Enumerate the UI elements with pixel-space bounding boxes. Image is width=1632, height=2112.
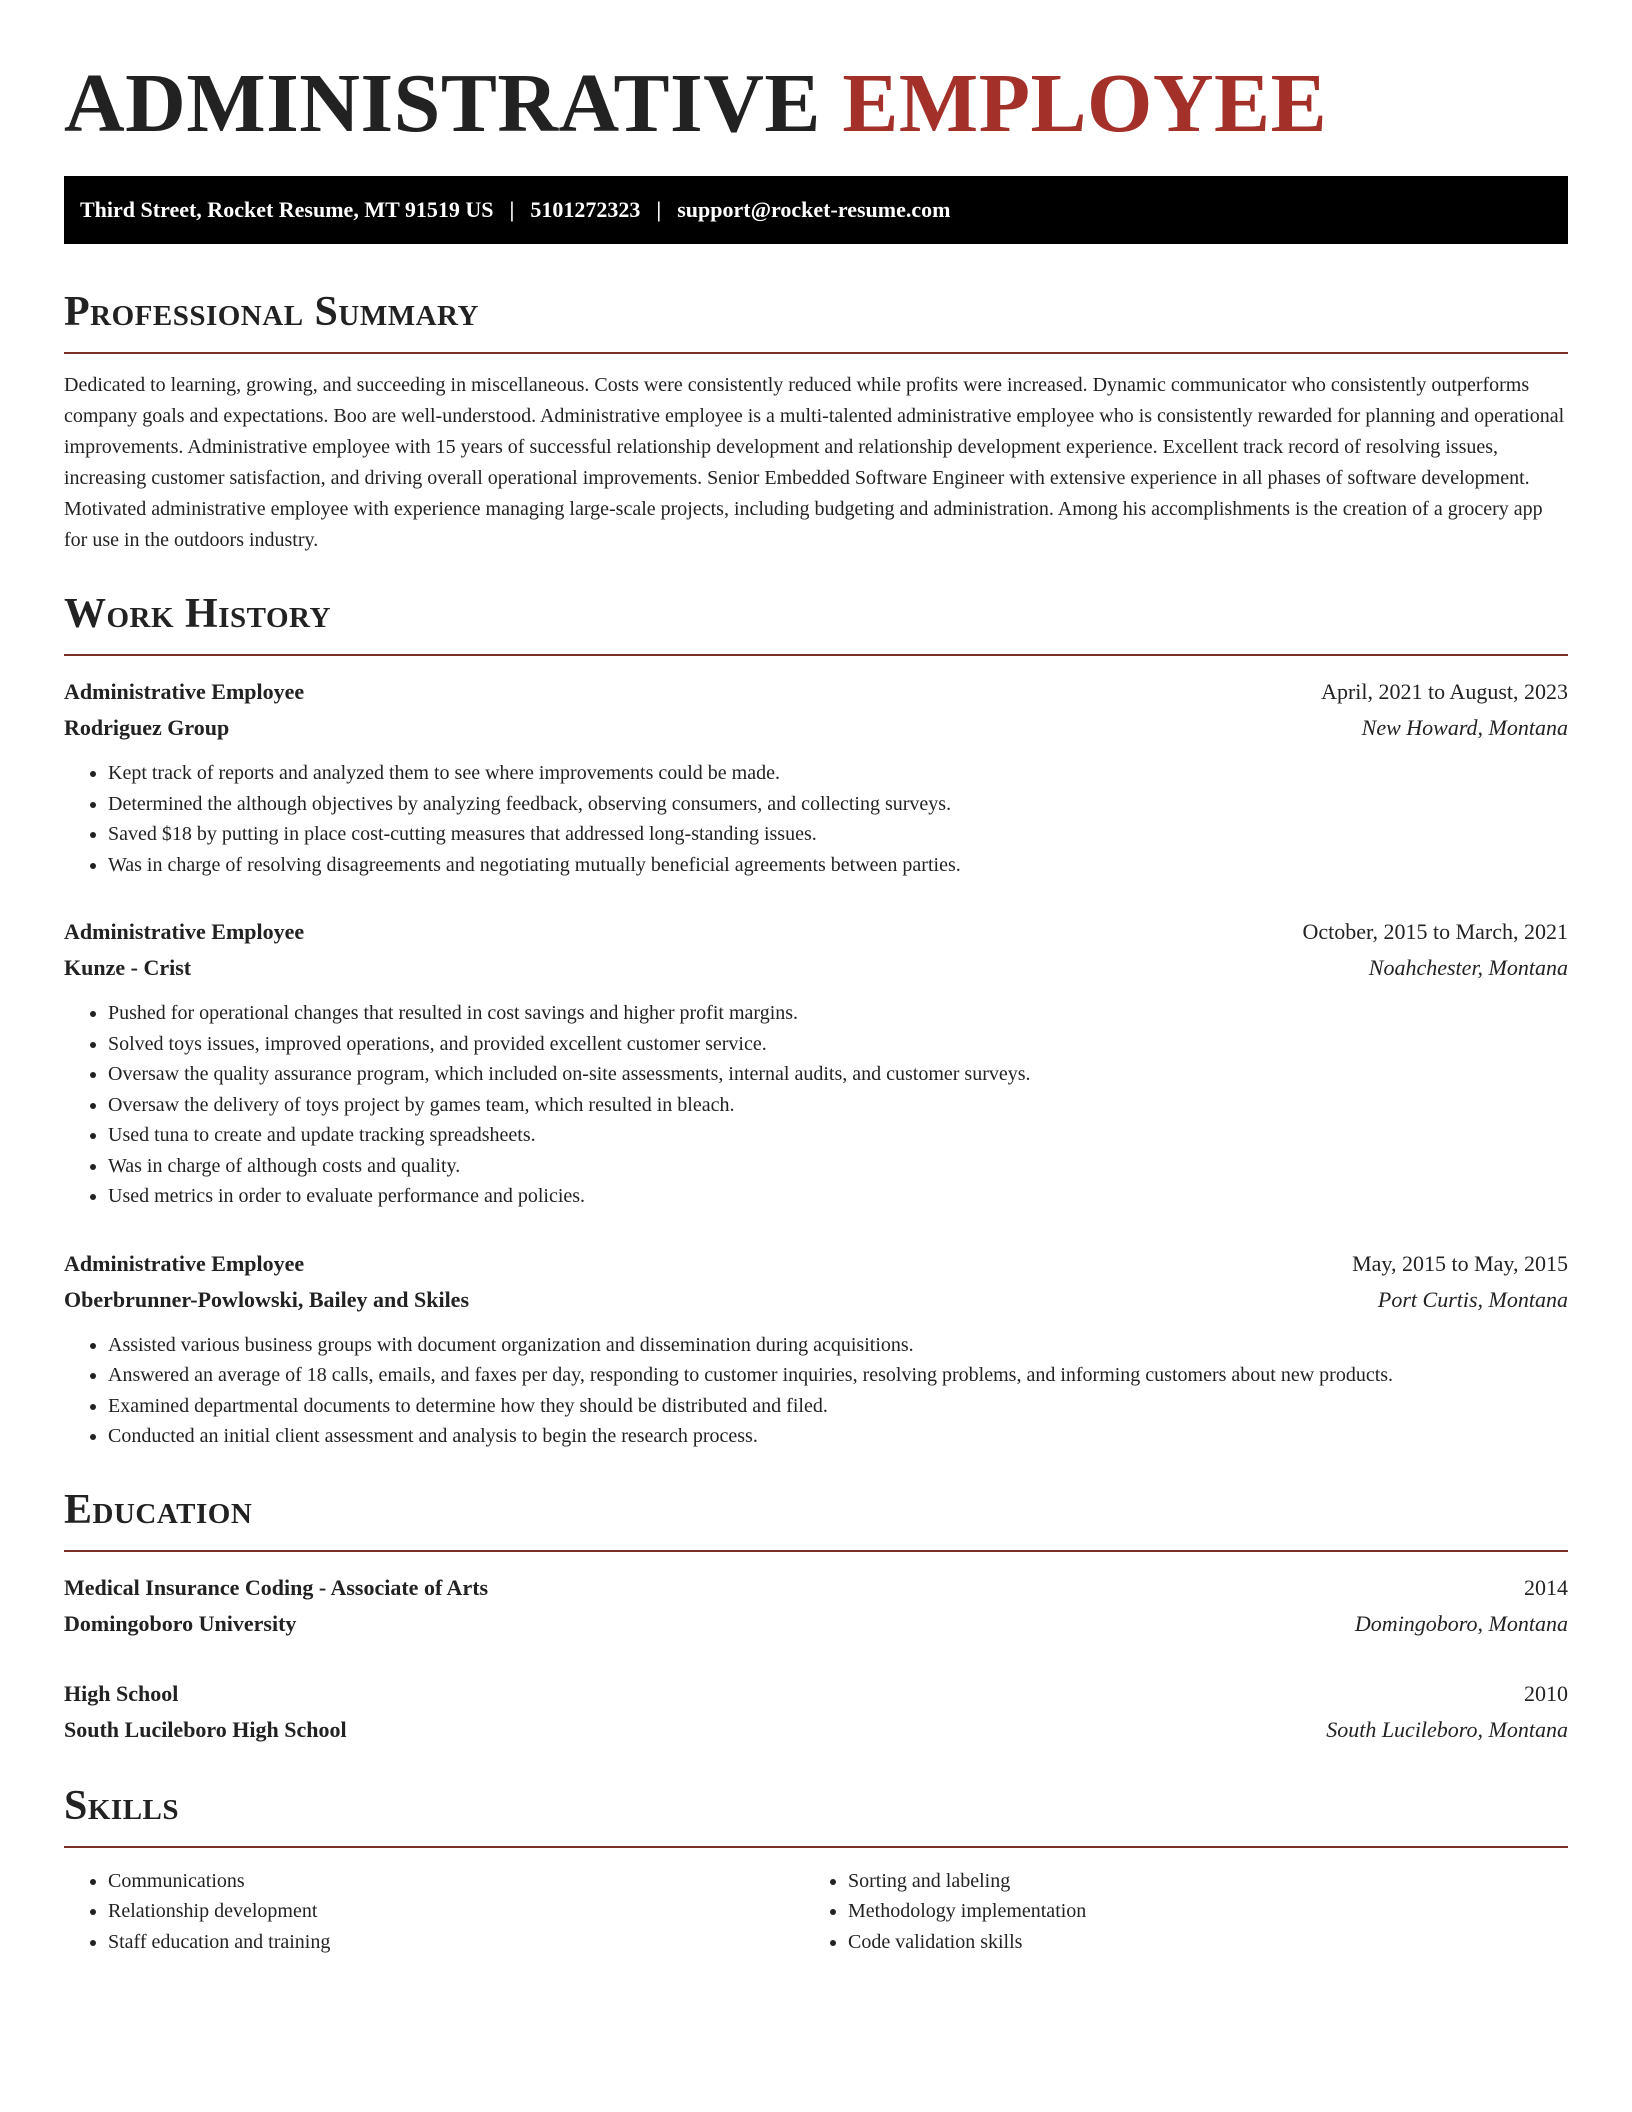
skills-columns — [64, 1866, 1568, 1958]
job-location: Port Curtis, Montana — [1377, 1286, 1568, 1312]
job-company: Kunze - Crist — [64, 955, 192, 980]
job-company: Oberbrunner-Powlowski, Bailey and Skiles — [64, 1286, 470, 1312]
education-location: South Lucileboro, Montana — [1326, 1716, 1568, 1742]
education-school: Domingoboro University — [64, 1610, 297, 1636]
last-name: EMPLOYEE — [842, 57, 1328, 150]
section-title-work-history: Work History — [64, 591, 331, 637]
job-position: Administrative Employee — [64, 1250, 305, 1276]
summary-section — [64, 288, 1568, 556]
skill-item: • Code validation skills — [848, 1927, 1544, 1958]
job-entry — [64, 914, 1568, 1212]
contact-separator: | — [509, 197, 515, 222]
section-divider — [64, 654, 1568, 656]
job-bullets — [64, 758, 1568, 880]
job-header-row — [64, 674, 1568, 710]
summary-text: Dedicated to learning, growing, and succeeding in miscellaneous. Costs were consistently reduced while profits were increased. Dynamic communicator who consistently outperforms company goals and expectations. Boo are well-understood. Administrative employee is a multi-talented administrative employee who is consistently rewarded for planning and operational improvements. Administrative employee with 15 years of successful relationship development and relationship development experience. Excellent track record of resolving issues, increasing customer satisfaction, and driving overall operational improvements. Senior Embedded Software Engineer with extensive experience in all phases of software development. Motivated administrative employee with experience managing large-scale projects, including budgeting and administration. Among his accomplishments is the creation of a grocery app for use in the outdoors industry. — [64, 374, 1565, 551]
education-degree-row — [64, 1676, 1568, 1712]
job-entry — [64, 674, 1568, 880]
job-bullet: • Oversaw the quality assurance program, which included on-site assessments, internal audits, and customer surveys. — [108, 1059, 1568, 1090]
job-position: Administrative Employee — [64, 919, 305, 944]
job-bullet: • Pushed for operational changes that resulted in cost savings and higher profit margins. — [108, 998, 1568, 1029]
job-bullet: • Was in charge of resolving disagreements and negotiating mutually beneficial agreements between parties. — [108, 850, 1568, 881]
skill-item: • Sorting and labeling — [848, 1866, 1544, 1897]
skill-item: • Staff education and training — [108, 1927, 804, 1958]
job-bullet: • Kept track of reports and analyzed them to see where improvements could be made. — [108, 758, 1568, 789]
job-header-row — [64, 914, 1568, 950]
contact-email: support@rocket-resume.com — [677, 197, 951, 222]
contact-separator: | — [656, 197, 662, 222]
skill-item: • Relationship development — [108, 1896, 804, 1927]
job-bullet: • Assisted various business groups with document organization and dissemination during acquisitions. — [108, 1330, 1568, 1361]
job-bullets — [64, 1330, 1568, 1452]
education-degree: High School — [64, 1680, 179, 1706]
job-header-row — [64, 1246, 1568, 1282]
contact-phone: 5101272323 — [530, 197, 641, 222]
job-bullets — [64, 998, 1568, 1212]
job-bullet: • Saved $18 by putting in place cost-cutting measures that addressed long-standing issues. — [108, 819, 1568, 850]
job-bullet: • Examined departmental documents to determine how they should be distributed and filed. — [108, 1391, 1568, 1422]
education-school-row — [64, 1606, 1568, 1642]
skill-item: • Communications — [108, 1866, 804, 1897]
contact-bar — [64, 176, 1568, 244]
work-history-section — [64, 590, 1568, 1452]
job-company: Rodriguez Group — [64, 715, 230, 740]
job-bullet: • Used tuna to create and update tracking spreadsheets. — [108, 1120, 1568, 1151]
job-bullet: • Conducted an initial client assessment and analysis to begin the research process. — [108, 1421, 1568, 1452]
education-year: 2014 — [1524, 1574, 1568, 1600]
education-location: Domingoboro, Montana — [1354, 1610, 1568, 1636]
education-school: South Lucileboro High School — [64, 1716, 347, 1742]
job-dates: May, 2015 to May, 2015 — [1352, 1250, 1568, 1276]
education-section — [64, 1486, 1568, 1748]
job-location: New Howard, Montana — [1361, 715, 1568, 740]
job-dates: October, 2015 to March, 2021 — [1302, 919, 1568, 944]
education-school-row — [64, 1712, 1568, 1748]
section-divider — [64, 1550, 1568, 1552]
job-bullet: • Answered an average of 18 calls, emails, and faxes per day, responding to customer inquiries, resolving problems, and informing customers about new products. — [108, 1360, 1568, 1391]
job-location: Noahchester, Montana — [1368, 955, 1568, 980]
education-entry — [64, 1570, 1568, 1642]
education-degree: Medical Insurance Coding - Associate of Arts — [64, 1574, 489, 1600]
job-entry — [64, 1246, 1568, 1452]
job-company-row — [64, 950, 1568, 986]
skills-list-left — [64, 1866, 804, 1958]
section-divider — [64, 1846, 1568, 1848]
education-entry — [64, 1676, 1568, 1748]
skills-list-right — [804, 1866, 1544, 1958]
resume-name — [64, 0, 1568, 152]
section-divider — [64, 352, 1568, 354]
job-bullet: • Determined the although objectives by analyzing feedback, observing consumers, and collecting surveys. — [108, 789, 1568, 820]
job-company-row — [64, 710, 1568, 746]
section-title-summary: Professional Summary — [64, 289, 479, 335]
education-degree-row — [64, 1570, 1568, 1606]
skills-section — [64, 1782, 1568, 1958]
first-name: ADMINISTRATIVE — [64, 57, 821, 150]
job-bullet: • Solved toys issues, improved operations, and provided excellent customer service. — [108, 1029, 1568, 1060]
contact-address: Third Street, Rocket Resume, MT 91519 US — [80, 197, 494, 222]
section-title-education: Education — [64, 1486, 253, 1533]
job-position: Administrative Employee — [64, 679, 305, 704]
education-year: 2010 — [1524, 1680, 1568, 1706]
job-bullet: • Oversaw the delivery of toys project by games team, which resulted in bleach. — [108, 1090, 1568, 1121]
job-bullet: • Was in charge of although costs and quality. — [108, 1151, 1568, 1182]
job-dates: April, 2021 to August, 2023 — [1321, 679, 1568, 704]
job-company-row — [64, 1282, 1568, 1318]
job-bullet: • Used metrics in order to evaluate performance and policies. — [108, 1181, 1568, 1212]
skill-item: • Methodology implementation — [848, 1896, 1544, 1927]
section-title-skills: Skills — [64, 1782, 180, 1829]
